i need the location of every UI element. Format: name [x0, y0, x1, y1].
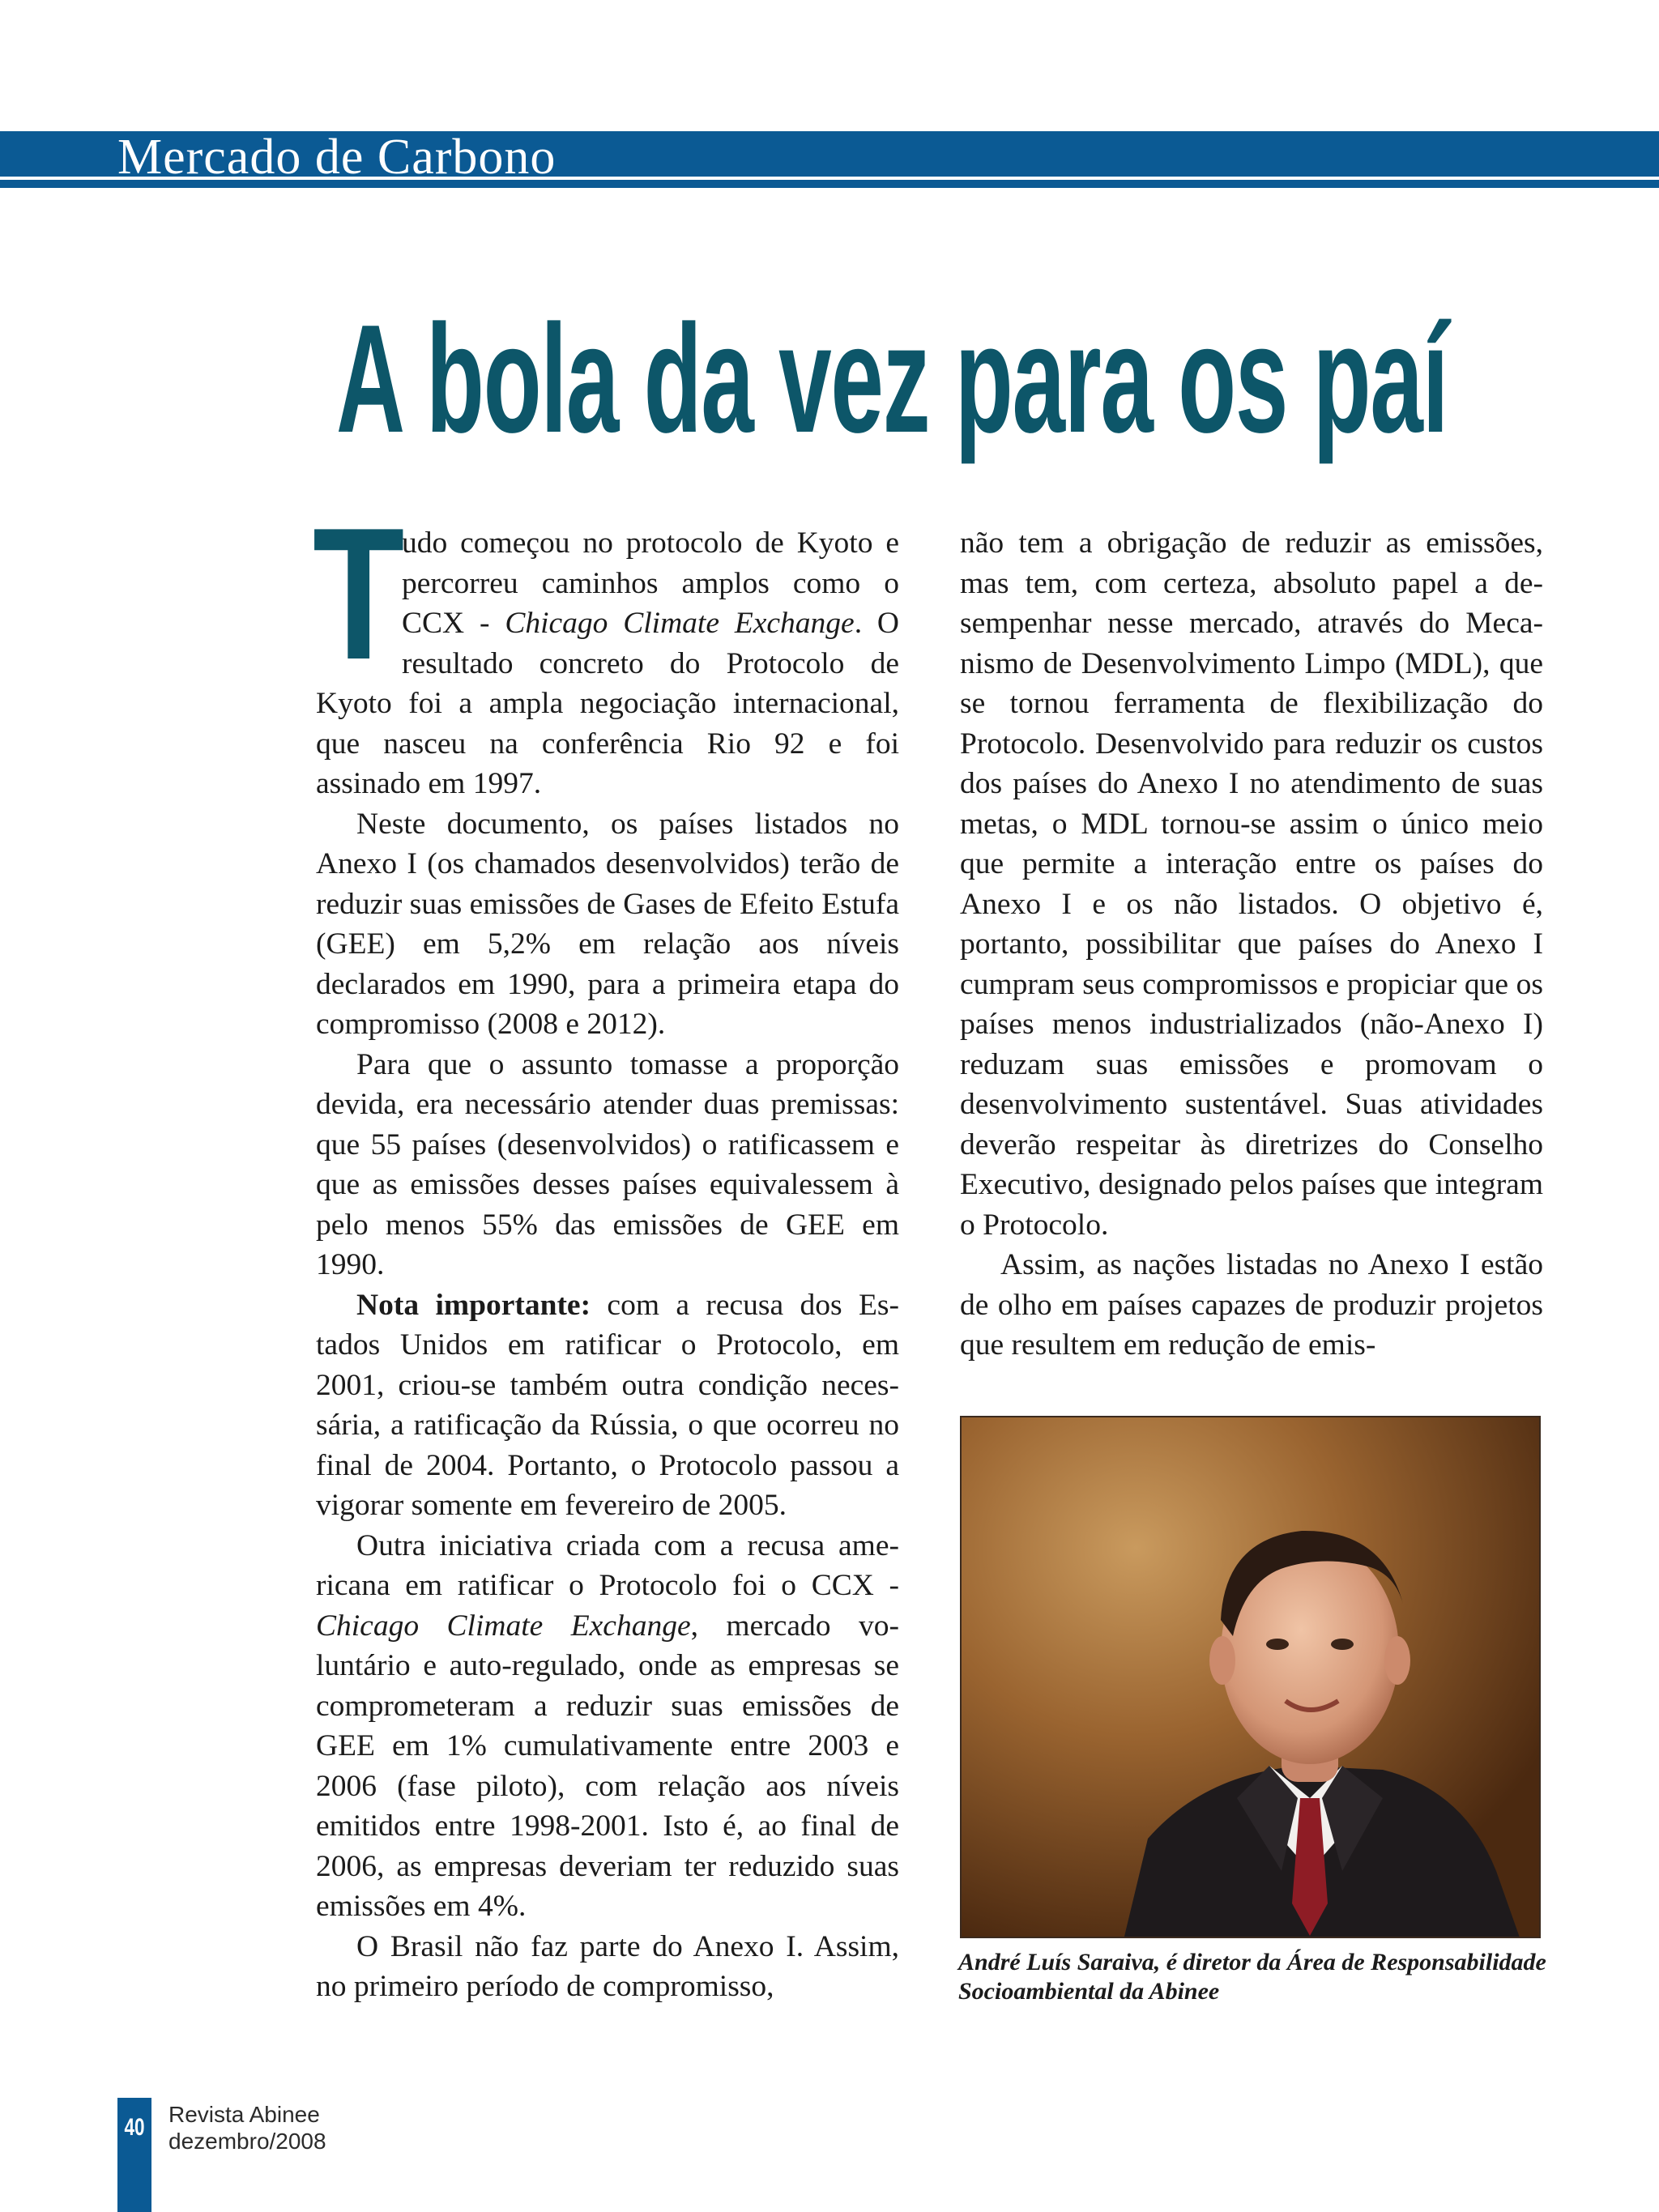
publication-name: Revista Abinee [168, 2102, 320, 2127]
paragraph-text: udo começou no protocolo de Kyoto e percorreu caminhos amplos como o CCX - [402, 526, 899, 640]
paragraph-text: com a recusa dos Estados Unidos em ratificar o Protocolo, em 2001, criou-se também outra condição necessária, a ratificação da Rússia, o que ocorreu no final de 2004. Portanto, o Protocolo passou a vigorar somente em fevereiro de 2005. [316, 1288, 899, 1522]
article-paragraph [316, 1285, 899, 1526]
article-paragraph [316, 804, 899, 1045]
paragraph-text: O Brasil não faz parte do Anexo I. Assim, no primeiro período de compromisso, [316, 1929, 899, 2003]
article-paragraph [316, 1045, 899, 1285]
paragraph-text: . O resultado concreto do Protocolo de Kyoto foi a ampla negociação internacional, que nasceu na conferência Rio 92 e foi assinado em 1997. [316, 607, 899, 800]
paragraph-text: , mercado voluntário e auto-regulado, onde as empresas se comprometeram a reduzir suas emissões de GEE em 1% cumulativamente entre 2003 e 2006 (fase piloto), com relação aos níveis emitidos entre 1998-2001. Isto é, ao final de 2006, as empresas deveriam ter reduzido suas emissões em 4%. [316, 1609, 899, 1923]
section-title: Mercado de Carbono [117, 130, 557, 185]
italic-text: Chicago Climate Exchange [316, 1609, 691, 1643]
paragraph-text: Outra iniciativa criada com a recusa americana em ratificar o Protocolo foi o CCX - [316, 1528, 899, 1602]
photo-caption: André Luís Saraiva, é diretor da Área de Responsabilidade Socioambiental da Abinee [958, 1949, 1546, 2005]
article-paragraph [316, 1927, 899, 2007]
article-column-left [313, 489, 899, 2007]
paragraph-text: Neste documento, os países listados no Anexo I (os chamados desenvolvidos) terão de reduzir suas emissões de Gases de Efeito Estufa (GEE) em 5,2% em relação aos níveis declarados em 1990, para a primeira etapa do compromisso (2008 e 2012). [316, 807, 899, 1041]
paragraph-text: não tem a obrigação de reduzir as emissões, mas tem, com certeza, absoluto papel a desempenhar nesse mercado, através do Mecanismo de Desenvolvimento Limpo (MDL), que se tornou ferramenta de flexibilização do Protocolo. Desenvolvido para reduzir os custos dos países do Anexo I no atendimento de suas metas, o MDL tornou-se assim o único meio que permite a interação entre os países do Anexo I e os não listados. O objetivo é, portanto, possibilitar que países do Anexo I cumpram seus compromissos e propiciar que os países menos industrializados (não-Anexo I) reduzam suas emissões e promovam o desenvolvimento sustentável. Suas atividades deverão respeitar às diretrizes do Conselho Executivo, designado pelos países que integram o Protocolo. [960, 526, 1543, 1242]
footer-publication-info [168, 2101, 326, 2154]
bold-text: Nota importante: [356, 1288, 591, 1322]
headline-container [336, 298, 1659, 484]
article-column-right [960, 523, 1543, 1366]
article-paragraph [316, 1526, 899, 1927]
article-paragraph [960, 523, 1543, 1245]
article-headline: A bola da vez para os paí [336, 298, 1448, 465]
italic-text: Chicago Climate Exchange [505, 607, 855, 640]
publication-date: dezembro/2008 [168, 2129, 326, 2154]
drop-cap: T [313, 489, 405, 699]
article-paragraph [960, 1245, 1543, 1366]
page-number: 40 [124, 2114, 145, 2141]
paragraph-text: Assim, as nações listadas no Anexo I estão de olho em países capazes de produzir projetos que resultem em redução de emis- [960, 1248, 1543, 1362]
portrait-photo [960, 1416, 1541, 1938]
portrait-illustration [962, 1417, 1541, 1938]
paragraph-text: Para que o assunto tomasse a proporção devida, era necessário atender duas premissas: que 55 países (desenvolvidos) o ratificassem e que as emissões desses países equivalessem à pelo menos 55% das emissões de GEE em 1990. [316, 1047, 899, 1281]
